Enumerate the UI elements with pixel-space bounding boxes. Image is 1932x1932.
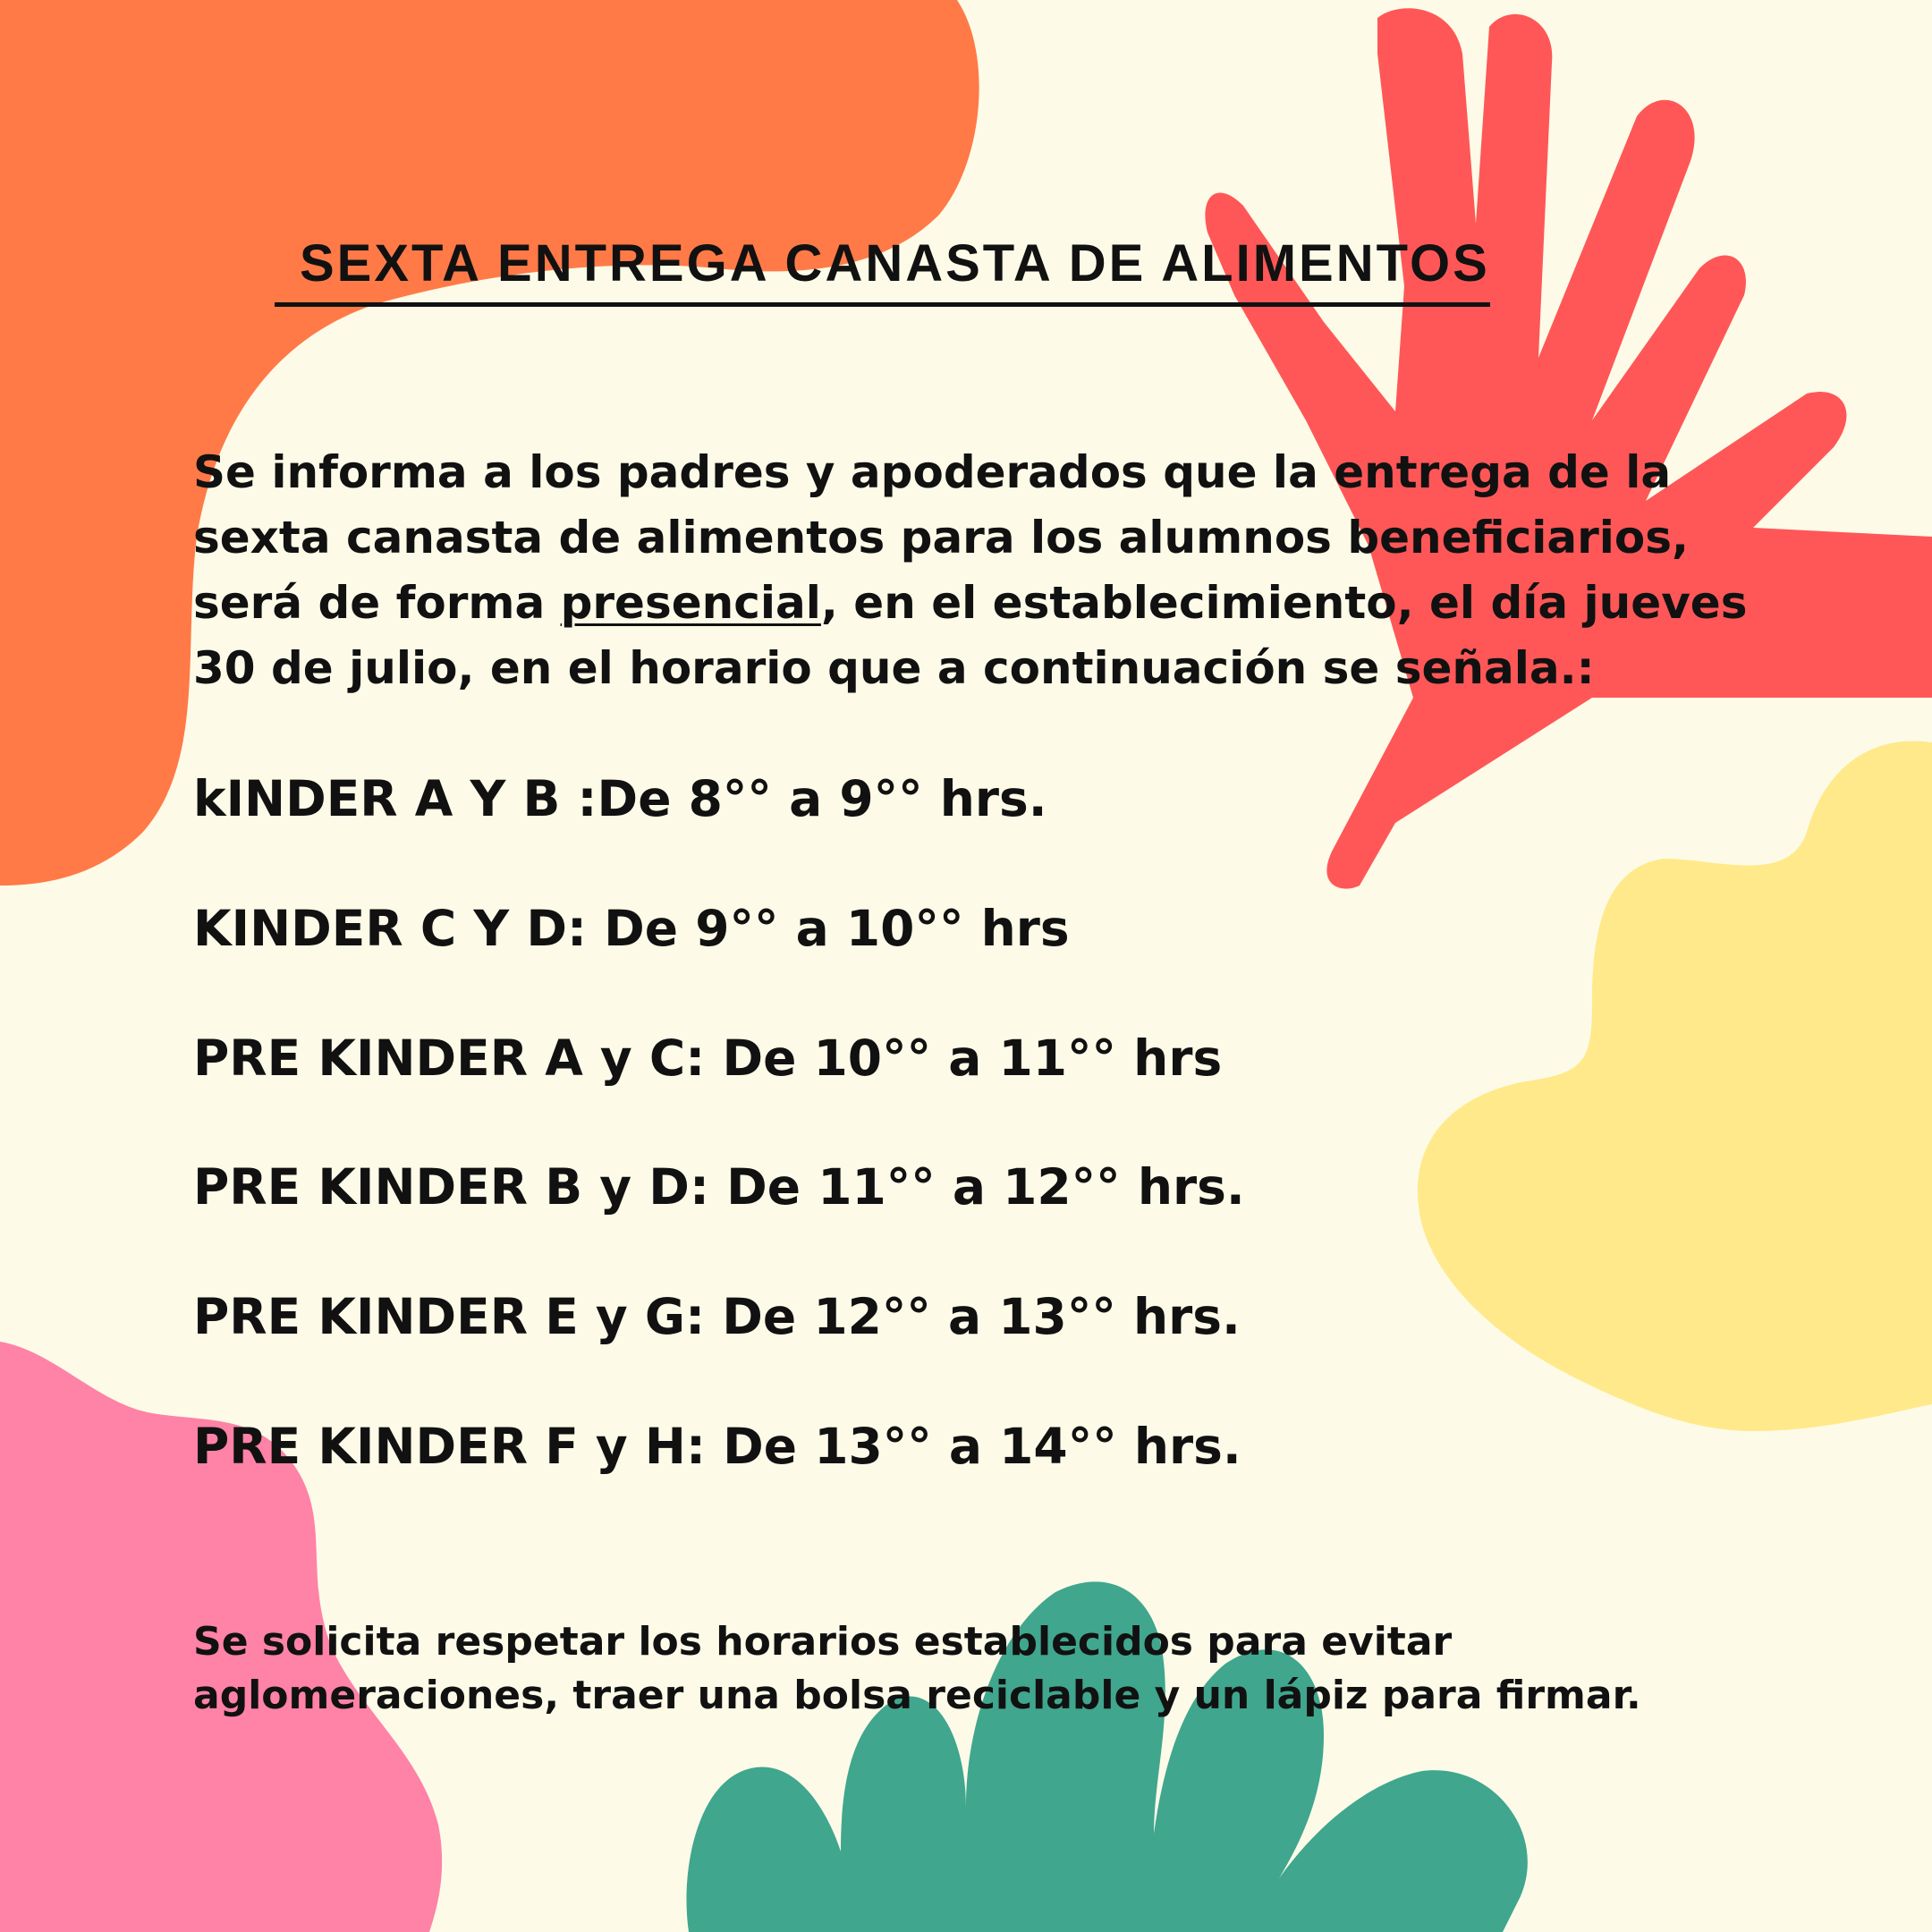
intro-line: 30 de julio, en el horario que a continuación se señala.: [193,642,1595,694]
schedule-item: KINDER C Y D: De 9°° a 10°° hrs [193,900,1070,957]
schedule-item: PRE KINDER F y H: De 13°° a 14°° hrs. [193,1418,1241,1475]
intro-line: Se informa a los padres y apoderados que la entrega de la [193,446,1672,498]
schedule-item: PRE KINDER A y C: De 10°° a 11°° hrs [193,1030,1223,1087]
schedule-item: PRE KINDER B y D: De 11°° a 12°° hrs. [193,1158,1245,1216]
schedule-item: PRE KINDER E y G: De 12°° a 13°° hrs. [193,1288,1241,1345]
footer-line: Se solicita respetar los horarios establecidos para evitar [193,1619,1453,1665]
intro-text: , en el establecimiento, el día jueves [820,577,1748,629]
footer-note [193,1615,1893,1723]
intro-text: será de forma [193,577,561,629]
presencial-underlined-word: presencial [560,577,821,629]
intro-line: sexta canasta de alimentos para los alumnos beneficiarios, [193,512,1690,564]
intro-line [193,571,1893,636]
yellow-blob-shape [1418,741,1932,1431]
page-title: SEXTA ENTREGA CANASTA DE ALIMENTOS [275,238,1490,307]
intro-paragraph [193,440,1893,701]
schedule-item: kINDER A Y B :De 8°° a 9°° hrs. [193,770,1047,827]
footer-line: aglomeraciones, traer una bolsa reciclable y un lápiz para firmar. [193,1673,1641,1718]
